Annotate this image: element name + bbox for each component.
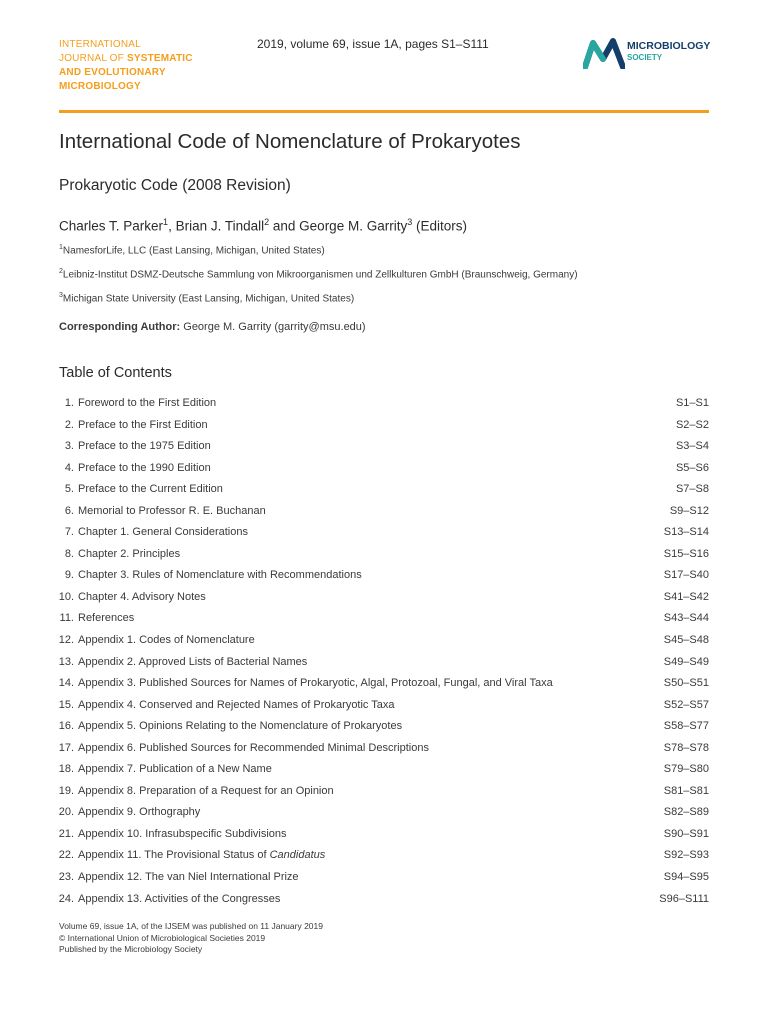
- toc-entry-title[interactable]: [78, 763, 272, 775]
- toc-entry[interactable]: [59, 436, 709, 458]
- toc-entry-title-text: Foreword to the First Edition: [78, 397, 217, 409]
- toc-entry-pages: S41–S42: [663, 590, 709, 603]
- affiliation: [59, 292, 354, 304]
- toc-entry-number: 3.: [64, 440, 74, 453]
- table-of-contents: [59, 393, 709, 910]
- toc-heading: Table of Contents: [59, 365, 172, 381]
- toc-entry[interactable]: [59, 522, 709, 544]
- toc-entry[interactable]: [59, 845, 709, 867]
- toc-entry-title[interactable]: [78, 505, 266, 517]
- corresponding-author-text: George M. Garrity (garrity@msu.edu): [180, 321, 366, 333]
- toc-entry-title-text: Appendix 13. Activities of the Congresses: [78, 892, 281, 905]
- affiliation-text: Michigan State University (East Lansing, Michigan, United States): [62, 293, 355, 305]
- toc-entry-title-text: Appendix 4. Conserved and Rejected Names of Prokaryotic Taxa: [78, 698, 395, 711]
- toc-entry-pages: S13–S14: [663, 526, 709, 539]
- author-name: George M. Garrity: [299, 218, 408, 234]
- toc-entry-title[interactable]: [78, 699, 395, 711]
- toc-entry-pages: S78–S78: [663, 741, 709, 754]
- author-affiliation-marker: 3: [407, 217, 413, 227]
- author-list: [59, 217, 467, 234]
- toc-entry-title-text: Appendix 8. Preparation of a Request for an Opinion: [78, 784, 334, 797]
- toc-entry-pages: S2–S2: [675, 418, 709, 431]
- toc-entry-title[interactable]: [78, 720, 402, 732]
- toc-entry[interactable]: [59, 802, 709, 824]
- toc-entry-pages: S49–S49: [663, 655, 709, 668]
- toc-entry-title-text: Appendix 1. Codes of Nomenclature: [78, 634, 255, 647]
- toc-entry-title[interactable]: [78, 612, 134, 624]
- toc-entry[interactable]: [59, 759, 709, 781]
- toc-entry-pages: S1–S1: [675, 397, 709, 409]
- toc-entry-title[interactable]: [78, 828, 287, 840]
- article-title: International Code of Nomenclature of Prokaryotes: [59, 130, 521, 153]
- society-logo-text: [627, 40, 710, 64]
- affiliation-text: Leibniz-Institut DSMZ-Deutsche Sammlung von Mikroorganismen und Zellkulturen GmbH (Braunschweig, Germany): [62, 269, 578, 281]
- toc-entry-number: 18.: [58, 763, 74, 776]
- toc-entry-number: 16.: [58, 720, 74, 733]
- toc-entry-title-text: Preface to the 1975 Edition: [78, 440, 211, 453]
- footer-line: Published by the Microbiology Society: [59, 944, 203, 954]
- toc-entry-title-text: Appendix 7. Publication of a New Name: [78, 763, 272, 776]
- author-separator: (Editors): [412, 218, 467, 234]
- toc-entry-number: 22.: [58, 849, 74, 862]
- author-separator: ,: [168, 218, 176, 234]
- toc-entry-pages: S52–S57: [663, 698, 709, 711]
- toc-entry-title-text: Preface to the Current Edition: [78, 483, 223, 496]
- toc-entry-title[interactable]: [78, 849, 325, 861]
- society-logo-line2: SOCIETY: [627, 53, 663, 62]
- toc-entry-number: 17.: [58, 741, 74, 754]
- toc-entry-title-text: Chapter 2. Principles: [78, 547, 181, 560]
- toc-entry-pages: S58–S77: [663, 720, 709, 733]
- toc-entry-title-text: Appendix 3. Published Sources for Names of Prokaryotic, Algal, Protozoal, Fungal, and Viral Taxa: [78, 677, 553, 690]
- toc-entry-title-text: References: [78, 612, 135, 625]
- toc-entry[interactable]: [59, 738, 709, 760]
- toc-entry[interactable]: [59, 587, 709, 609]
- toc-entry-pages: S82–S89: [663, 806, 709, 819]
- toc-entry[interactable]: [59, 415, 709, 437]
- publication-footer: [59, 921, 323, 956]
- footer-line: © International Union of Microbiological Societies 2019: [59, 932, 266, 943]
- toc-entry-number: 5.: [64, 483, 74, 496]
- toc-entry-title[interactable]: [78, 440, 211, 452]
- toc-entry-number: 14.: [58, 677, 74, 690]
- toc-entry-pages: S7–S8: [675, 483, 709, 496]
- article-subtitle: Prokaryotic Code (2008 Revision): [59, 177, 291, 194]
- toc-entry[interactable]: [59, 630, 709, 652]
- author-name: Charles T. Parker: [59, 218, 164, 234]
- toc-entry[interactable]: [59, 673, 709, 695]
- toc-entry-title-text: Appendix 9. Orthography: [78, 806, 201, 819]
- toc-entry-number: 4.: [64, 461, 74, 474]
- toc-entry-pages: S96–S111: [659, 892, 709, 905]
- journal-name-line4: MICROBIOLOGY: [59, 81, 141, 92]
- journal-name-line2-bold: SYSTEMATIC: [126, 53, 193, 64]
- header-divider: [59, 110, 709, 113]
- toc-entry[interactable]: [59, 544, 709, 566]
- toc-entry-title-italic: Candidatus: [269, 849, 326, 862]
- toc-entry-pages: S92–S93: [663, 849, 709, 862]
- toc-entry-title[interactable]: [78, 526, 248, 538]
- toc-entry[interactable]: [59, 889, 709, 911]
- toc-entry[interactable]: [59, 867, 709, 889]
- toc-entry-title-text: Chapter 3. Rules of Nomenclature with Recommendations: [78, 569, 362, 582]
- toc-entry-title[interactable]: [78, 591, 206, 603]
- society-logo-icon: [583, 37, 625, 69]
- toc-entry-title-text: Preface to the First Edition: [78, 418, 208, 431]
- toc-entry-number: 12.: [58, 634, 74, 647]
- toc-entry-title-text: Preface to the 1990 Edition: [78, 461, 211, 474]
- toc-entry[interactable]: [59, 716, 709, 738]
- author-affiliation-marker: 1: [163, 217, 169, 227]
- toc-entry-title-text: Appendix 10. Infrasubspecific Subdivisions: [78, 827, 287, 840]
- toc-entry[interactable]: [59, 479, 709, 501]
- journal-name-line2-prefix: JOURNAL OF: [59, 53, 127, 64]
- toc-entry-pages: S9–S12: [669, 504, 709, 517]
- toc-entry-pages: S17–S40: [663, 569, 709, 582]
- toc-entry-number: 20.: [58, 806, 74, 819]
- affiliation: [59, 268, 578, 280]
- toc-entry-pages: S50–S51: [663, 677, 709, 690]
- author-name: Brian J. Tindall: [175, 218, 265, 234]
- toc-entry-title[interactable]: [78, 462, 211, 474]
- toc-entry-number: 11.: [59, 612, 74, 625]
- journal-name-line1: INTERNATIONAL: [59, 39, 141, 50]
- toc-entry-title[interactable]: [78, 569, 362, 581]
- toc-entry-number: 9.: [64, 569, 74, 582]
- affiliation-marker: 1: [59, 244, 63, 251]
- toc-entry[interactable]: [59, 393, 709, 415]
- toc-entry-title-text: Appendix 2. Approved Lists of Bacterial Names: [78, 655, 308, 668]
- toc-entry-number: 6.: [64, 504, 74, 517]
- toc-entry[interactable]: [59, 695, 709, 717]
- toc-entry-title[interactable]: [78, 483, 223, 495]
- society-logo-line1: MICROBIOLOGY: [627, 40, 711, 52]
- toc-entry-number: 7.: [64, 526, 74, 539]
- toc-entry[interactable]: [59, 565, 709, 587]
- toc-entry[interactable]: [59, 458, 709, 480]
- toc-entry-number: 19.: [58, 784, 74, 797]
- toc-entry-pages: S5–S6: [675, 461, 709, 474]
- footer-line: Volume 69, issue 1A, of the IJSEM was published on 11 January 2019: [59, 921, 323, 931]
- toc-entry[interactable]: [59, 824, 709, 846]
- toc-entry-title[interactable]: [78, 742, 429, 754]
- toc-entry-number: 13.: [58, 655, 74, 668]
- author-affiliation-marker: 2: [264, 217, 270, 227]
- toc-entry-title-text: Appendix 5. Opinions Relating to the Nomenclature of Prokaryotes: [78, 720, 403, 733]
- toc-entry-number: 23.: [58, 871, 74, 884]
- issue-info: 2019, volume 69, issue 1A, pages S1–S111: [257, 37, 489, 51]
- toc-entry-number: 21.: [58, 827, 74, 840]
- toc-entry-title[interactable]: [78, 656, 307, 668]
- journal-name-line3: AND EVOLUTIONARY: [59, 67, 166, 78]
- toc-entry-title[interactable]: [78, 419, 208, 431]
- toc-entry[interactable]: [59, 608, 709, 630]
- toc-entry-number: 8.: [64, 547, 74, 560]
- toc-entry[interactable]: [59, 652, 709, 674]
- toc-entry-title[interactable]: [78, 548, 180, 560]
- toc-entry-title-text: Chapter 4. Advisory Notes: [78, 590, 206, 603]
- toc-entry-title[interactable]: [78, 893, 280, 905]
- toc-entry-number: 2.: [64, 418, 74, 431]
- toc-entry-pages: S3–S4: [675, 440, 709, 453]
- toc-entry-title[interactable]: [78, 397, 216, 409]
- toc-entry-title-text: Appendix 12. The van Niel International Prize: [78, 871, 299, 884]
- toc-entry-pages: S94–S95: [663, 871, 709, 884]
- toc-entry-pages: S90–S91: [663, 827, 709, 840]
- toc-entry[interactable]: [59, 781, 709, 803]
- toc-entry-number: 24.: [58, 892, 74, 905]
- corresponding-author-label: Corresponding Author:: [59, 321, 181, 333]
- toc-entry-number: 10.: [58, 590, 74, 603]
- author-separator: and: [269, 218, 300, 234]
- toc-entry-title[interactable]: [78, 677, 553, 689]
- toc-entry-number: 1.: [64, 397, 74, 409]
- toc-entry-title-text: Memorial to Professor R. E. Buchanan: [78, 504, 266, 517]
- affiliation-text: NamesforLife, LLC (East Lansing, Michigan, United States): [62, 245, 325, 257]
- toc-entry-title[interactable]: [78, 806, 200, 818]
- toc-entry-title-text: Chapter 1. General Considerations: [78, 526, 248, 539]
- microbiology-society-logo: [583, 37, 713, 69]
- toc-entry-number: 15.: [58, 698, 74, 711]
- toc-entry-title[interactable]: [78, 634, 255, 646]
- journal-name-line2: [59, 52, 193, 66]
- toc-entry-pages: S45–S48: [663, 634, 709, 647]
- toc-entry-pages: S79–S80: [663, 763, 709, 776]
- affiliation-marker: 2: [59, 268, 63, 275]
- toc-entry-pages: S43–S44: [663, 612, 709, 625]
- corresponding-author: [59, 321, 366, 333]
- toc-entry-title-text: Appendix 6. Published Sources for Recommended Minimal Descriptions: [78, 741, 429, 754]
- toc-entry[interactable]: [59, 501, 709, 523]
- toc-entry-title-text: Appendix 11. The Provisional Status of: [78, 849, 270, 862]
- toc-entry-pages: S81–S81: [663, 784, 709, 797]
- toc-entry-title[interactable]: [78, 785, 334, 797]
- affiliation: [59, 244, 325, 256]
- toc-entry-pages: S15–S16: [663, 547, 709, 560]
- toc-entry-title[interactable]: [78, 871, 299, 883]
- journal-name: [59, 38, 193, 94]
- affiliation-marker: 3: [59, 292, 63, 299]
